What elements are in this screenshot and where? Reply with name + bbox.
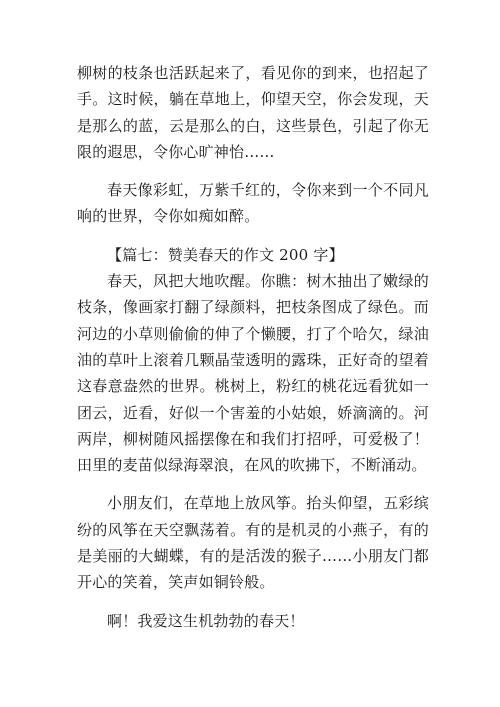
paragraph-spring-wind: 春天，风把大地吹醒。你瞧：树木抽出了嫩绿的枝条，像画家打翻了绿颜料，把枝条图成了绿色。而河边的小草则偷偷的伸了个懒腰，打了个哈欠，绿油油的草叶上滚着几颗晶莹透明的露珠，正好奇的望着这春意盎然的世界。桃树上，粉红的桃花远看犹如一团云，近看，好似一个害羞的小姑娘，娇滴滴的。河两岸，柳树随风摇摆像在和我们打招呼，可爱极了！田里的麦苗似绿海翠浪，在风的吹拂下，不断涌动。 xyxy=(77,272,429,475)
section-heading: 【篇七：赞美春天的作文 200 字】 xyxy=(107,245,344,264)
paragraph-closing: 啊！我爱这生机勃勃的春天！ xyxy=(107,611,305,630)
paragraph-continued: 柳树的枝条也活跃起来了，看见你的到来，也招起了手。这时候，躺在草地上，仰望天空，你会发现，天是那么的蓝，云是那么的白，这些景色，引起了你无限的遐思，令你心旷神怡…… xyxy=(77,64,429,161)
document-page xyxy=(77,60,429,634)
paragraph-rainbow: 春天像彩虹，万紫千红的，令你来到一个不同凡响的世界，令你如痴如醉。 xyxy=(77,181,429,226)
paragraph-kites: 小朋友们，在草地上放风筝。抬头仰望，五彩缤纷的风筝在天空飘荡着。有的是机灵的小燕子，有的是美丽的大蝴蝶，有的是活泼的猴子……小朋友门都开心的笑着，笑声如铜铃般。 xyxy=(77,494,429,592)
